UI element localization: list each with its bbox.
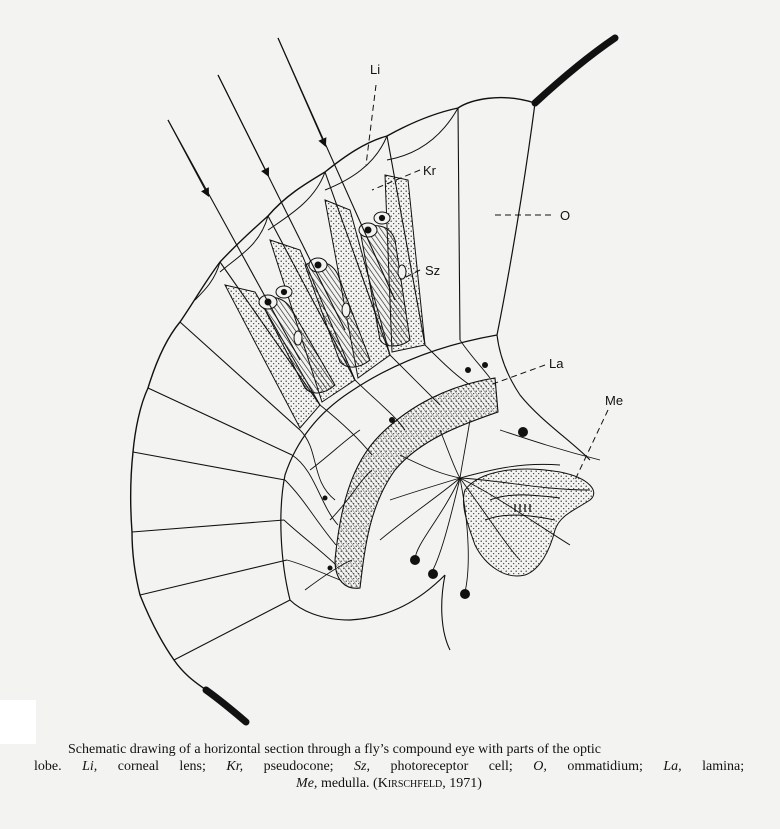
caption-line-1: Schematic drawing of a horizontal section through a fly’s compound eye with parts of the optic bbox=[68, 742, 602, 757]
label-li: Li bbox=[370, 62, 381, 77]
cuticle-bottom bbox=[206, 690, 246, 722]
label-me: Me bbox=[605, 393, 624, 408]
label-sz: Sz bbox=[425, 263, 441, 278]
figure-caption bbox=[34, 741, 744, 792]
caption-line-2: lobe. Li, corneal lens; Kr, pseudocone; Sz, photoreceptor cell; O, ommatidium; La, lamina; bbox=[34, 759, 745, 774]
medulla bbox=[463, 469, 593, 576]
cuticle-top bbox=[535, 38, 615, 103]
label-o: O bbox=[560, 208, 571, 223]
label-kr: Kr bbox=[423, 163, 436, 178]
label-la: La bbox=[549, 356, 564, 371]
caption-line-3: Me, medulla. (Kirschfeld, 1971) bbox=[296, 776, 482, 791]
